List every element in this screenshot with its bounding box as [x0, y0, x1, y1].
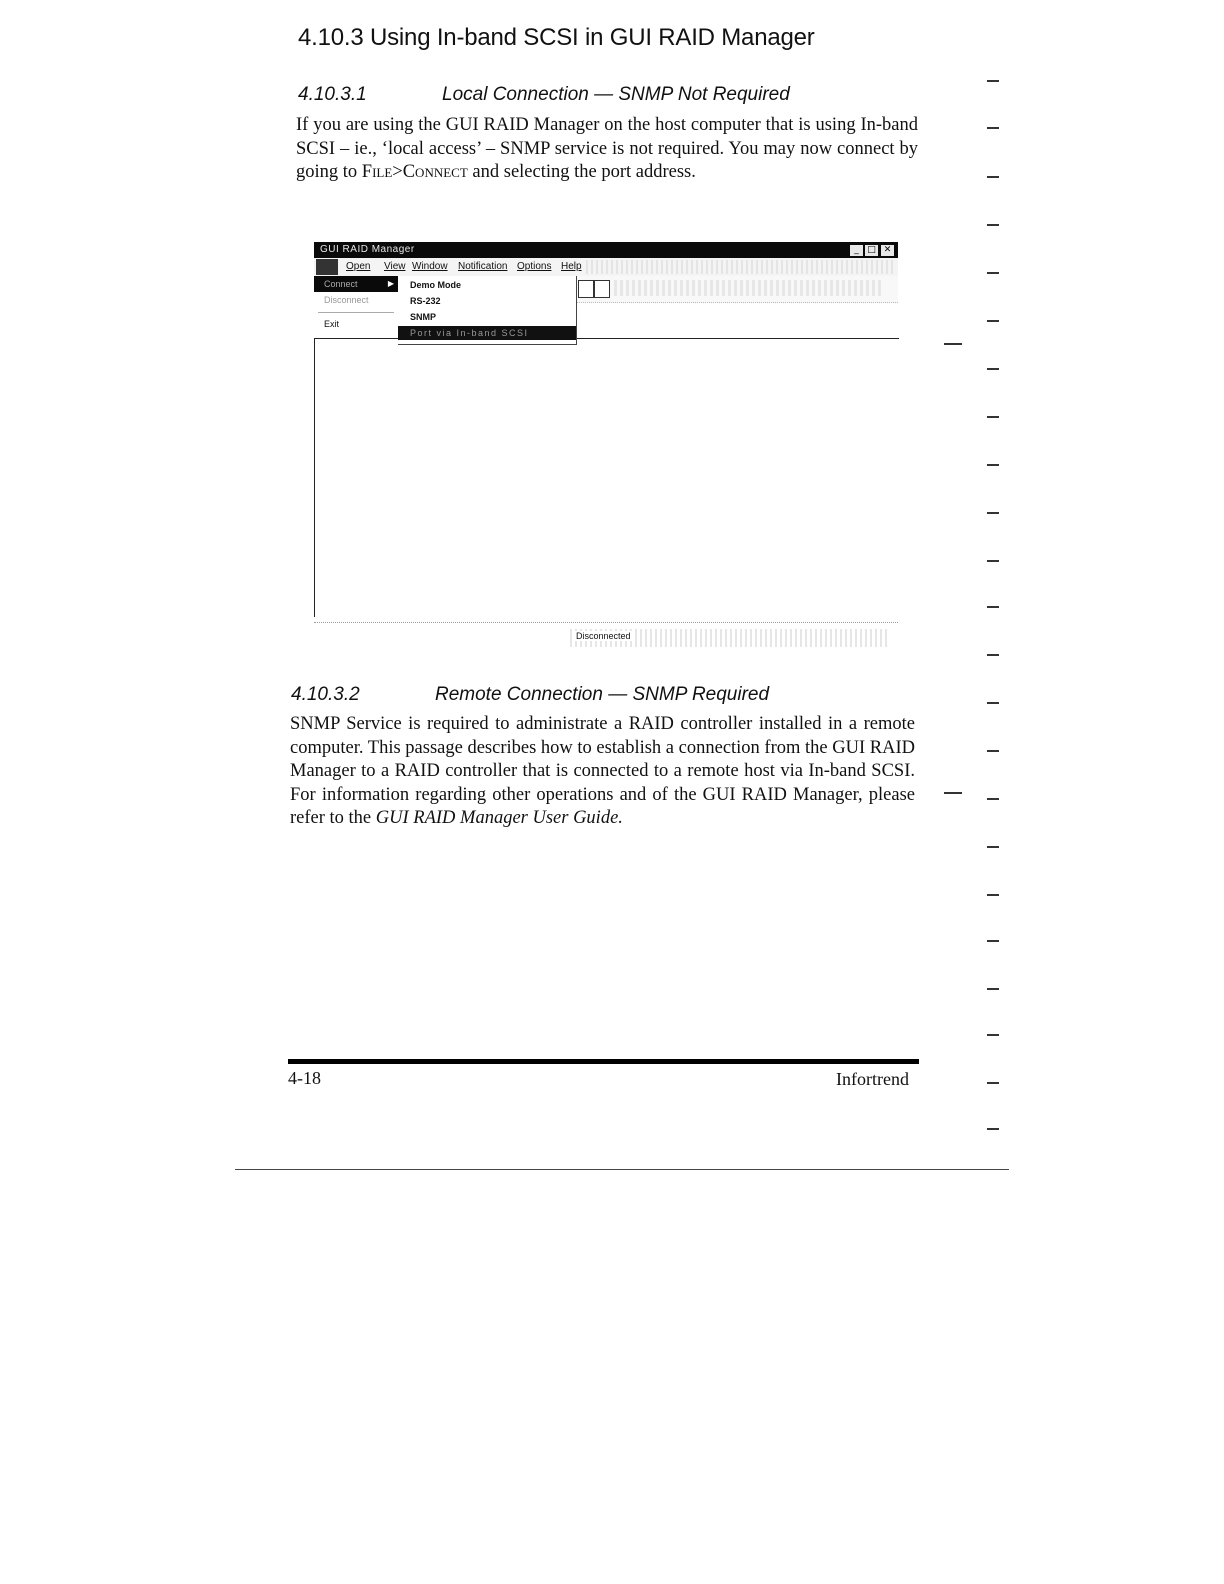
- subsection-1-paragraph: [296, 114, 918, 185]
- margin-tick: [987, 940, 999, 942]
- minimize-icon[interactable]: _: [850, 245, 863, 256]
- page-number: 4-18: [288, 1068, 321, 1088]
- submenu-demo-mode[interactable]: Demo Mode: [410, 280, 462, 290]
- margin-tick: [987, 224, 999, 226]
- menu-options[interactable]: Options: [517, 261, 552, 272]
- gui-raid-manager-screenshot: [314, 242, 898, 654]
- status-bar: [314, 622, 898, 653]
- file-menu-icon[interactable]: [316, 259, 338, 275]
- margin-tick: [987, 654, 999, 656]
- subsection-1-heading: [298, 84, 790, 106]
- subsection-2-paragraph: [290, 713, 915, 831]
- menu-path-connect: Connect: [402, 162, 468, 183]
- submenu-snmp[interactable]: SNMP: [410, 312, 437, 322]
- menu-help[interactable]: Help: [561, 261, 582, 272]
- client-area: [314, 338, 899, 617]
- margin-tick: [987, 176, 999, 178]
- file-menu-connect[interactable]: [314, 276, 398, 292]
- margin-tick: [987, 1034, 999, 1036]
- status-text: Disconnected: [576, 631, 631, 641]
- margin-tick: [987, 894, 999, 896]
- subsection-2-heading: [291, 684, 769, 706]
- margin-tick: [987, 80, 999, 82]
- margin-tick: [987, 464, 999, 466]
- footer-brand: Infortrend: [836, 1069, 909, 1089]
- submenu-arrow-icon: ▶: [387, 279, 394, 288]
- margin-tick: [987, 416, 999, 418]
- toolbar-button[interactable]: [594, 280, 610, 298]
- user-guide-title: GUI RAID Manager User Guide.: [375, 808, 623, 829]
- margin-tick: [987, 702, 999, 704]
- para-2-text: SNMP Service is required to administrate a RAID controller installed in a remote computer. This passage describes how to establish a connection from the GUI RAID Manager to a RAID controller that is connected to a remote host via In-band SCSI. For information regarding other operations and of the GUI RAID Manager, please refer to the: [290, 714, 915, 829]
- margin-tick: [987, 1128, 999, 1130]
- footer-rule: [288, 1059, 919, 1064]
- file-menu-disconnect[interactable]: Disconnect: [324, 295, 369, 305]
- margin-tick: [987, 846, 999, 848]
- para-1-text: If you are using the GUI RAID Manager on the host computer that is using In-band SCSI – ie., ‘local access’ – SNMP service is not required. You may now connect by going to: [296, 115, 918, 183]
- margin-tick: [944, 792, 962, 794]
- section-heading: 4.10.3 Using In-band SCSI in GUI RAID Manager: [298, 24, 815, 51]
- close-icon[interactable]: ✕: [881, 245, 894, 256]
- margin-tick: [987, 606, 999, 608]
- scan-edge-line: [235, 1169, 1009, 1170]
- margin-tick: [987, 320, 999, 322]
- margin-tick: [987, 272, 999, 274]
- menu-open[interactable]: Open: [346, 261, 371, 272]
- submenu-rs232[interactable]: RS-232: [410, 296, 441, 306]
- toolbar-button[interactable]: [578, 280, 594, 298]
- subsection-2-title: Remote Connection — SNMP Required: [435, 684, 770, 705]
- margin-tick: [944, 343, 962, 345]
- subsection-1-title: Local Connection — SNMP Not Required: [442, 84, 790, 105]
- connect-submenu: [398, 276, 577, 345]
- subsection-1-number: 4.10.3.1: [298, 84, 367, 105]
- submenu-inband-scsi[interactable]: Port via In-band SCSI: [398, 326, 576, 340]
- maximize-icon[interactable]: □: [865, 245, 878, 256]
- window-titlebar: [314, 242, 898, 258]
- menu-path-file: File: [361, 162, 393, 183]
- menu-notification[interactable]: Notification: [458, 261, 508, 272]
- menu-bar: [314, 258, 898, 276]
- subsection-2-number: 4.10.3.2: [291, 684, 360, 705]
- margin-tick: [987, 560, 999, 562]
- margin-tick: [987, 988, 999, 990]
- para-1-text-end: and selecting the port address.: [467, 162, 696, 183]
- file-menu-connect-label: Connect: [324, 279, 358, 289]
- menu-window[interactable]: Window: [412, 261, 448, 272]
- margin-tick: [987, 127, 999, 129]
- menu-view[interactable]: View: [384, 261, 406, 272]
- margin-tick: [987, 512, 999, 514]
- margin-tick: [987, 368, 999, 370]
- margin-tick: [987, 750, 999, 752]
- toolbar-texture: [614, 280, 884, 296]
- file-menu: [314, 276, 398, 338]
- file-menu-exit[interactable]: Exit: [324, 319, 340, 329]
- margin-tick: [987, 798, 999, 800]
- window-title: GUI RAID Manager: [320, 244, 415, 255]
- margin-tick: [987, 1082, 999, 1084]
- menu-separator: [318, 312, 394, 313]
- menubar-texture: [586, 260, 896, 274]
- menu-path-separator: >: [392, 162, 403, 183]
